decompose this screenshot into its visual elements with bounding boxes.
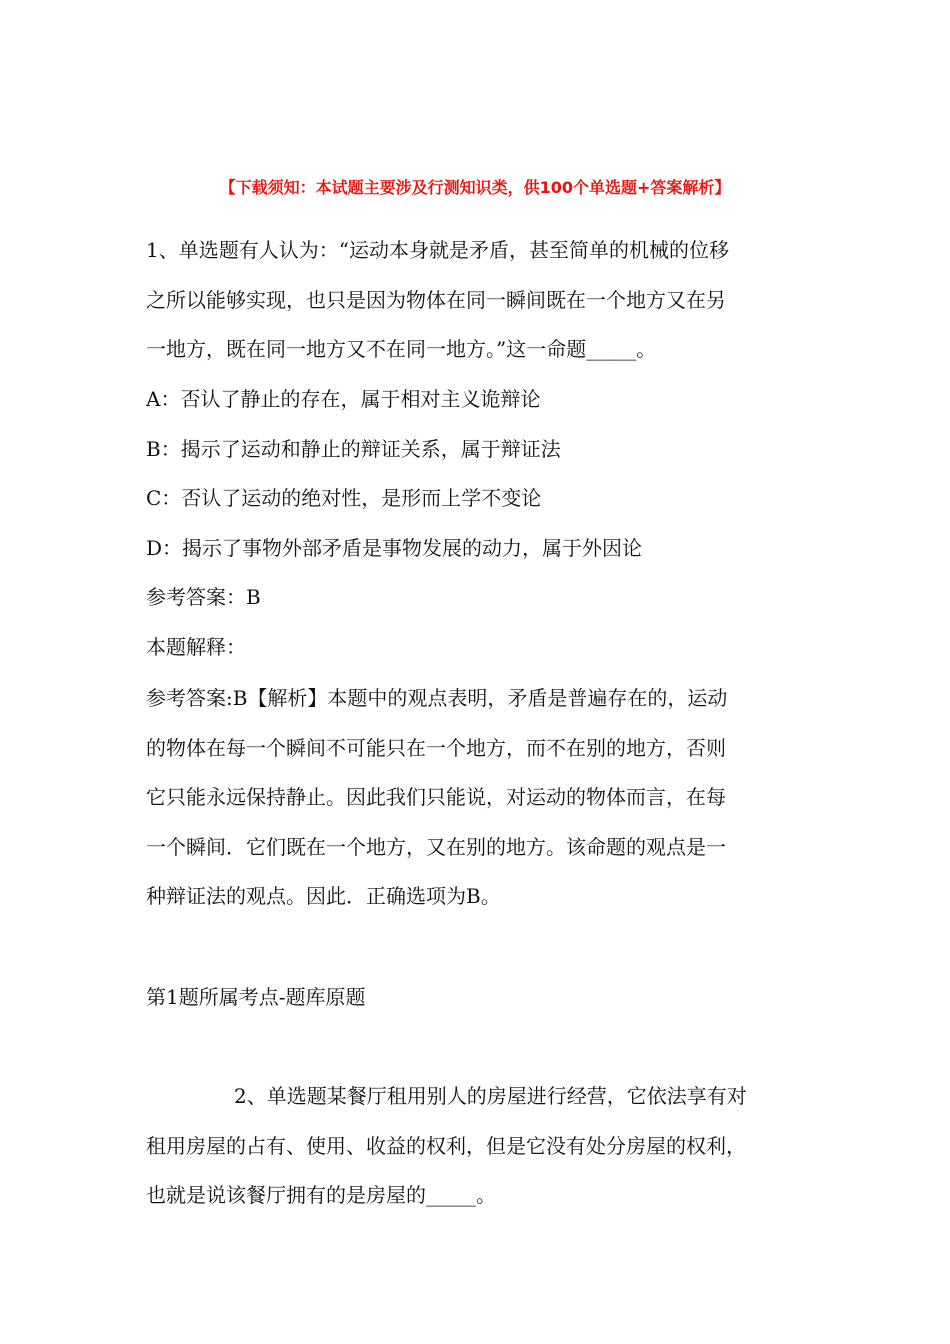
topic-label: 第1题所属考点-题库原题: [146, 985, 366, 1009]
option-a: A：否认了静止的存在，属于相对主义诡辩论: [146, 387, 541, 411]
option-d: D：揭示了事物外部矛盾是事物发展的动力，属于外因论: [146, 535, 643, 560]
question-1-stem: [146, 226, 816, 375]
stem-line: 一地方，既在同一地方又不在同一地方。”这一命题_____。: [146, 337, 657, 361]
stem-line: 租用房屋的占有、使用、收益的权利，但是它没有处分房屋的权利，: [146, 1133, 746, 1158]
explanation-line: 参考答案:B【解析】本题中的观点表明，矛盾是普遍存在的，运动: [146, 686, 728, 710]
stem-line: 也就是说该餐厅拥有的是房屋的_____。: [146, 1183, 496, 1207]
download-notice: 【下载须知：本试题主要涉及行测知识类，供100个单选题+答案解析】: [219, 178, 731, 197]
stem-line: 1、单选题有人认为：“运动本身就是矛盾，甚至简单的机械的位移: [146, 238, 729, 262]
explanation-line: 一个瞬间．它们既在一个地方，又在别的地方。该命题的观点是一: [146, 834, 726, 859]
option-b: B：揭示了运动和静止的辩证关系，属于辩证法: [146, 436, 561, 461]
explanation-line: 的物体在每一个瞬间不可能只在一个地方，而不在别的地方，否则: [146, 735, 726, 760]
question-2-stem: [146, 1072, 816, 1221]
question-1-topic: [146, 973, 816, 1023]
explanation-line: 种辩证法的观点。因此．正确选项为B。: [146, 884, 501, 908]
question-1-options: [146, 375, 816, 672]
explanation-label: 本题解释：: [146, 634, 246, 659]
explanation-line: 它只能永远保持静止。因此我们只能说，对运动的物体而言，在每: [146, 785, 726, 809]
question-1-explanation: [146, 674, 816, 922]
option-c: C：否认了运动的绝对性，是形而上学不变论: [146, 486, 542, 510]
reference-answer: 参考答案：B: [146, 585, 261, 609]
stem-line: 2、单选题某餐厅租用别人的房屋进行经营，它依法享有对: [234, 1084, 747, 1108]
stem-line: 之所以能够实现，也只是因为物体在同一瞬间既在一个地方又在另: [146, 287, 726, 312]
